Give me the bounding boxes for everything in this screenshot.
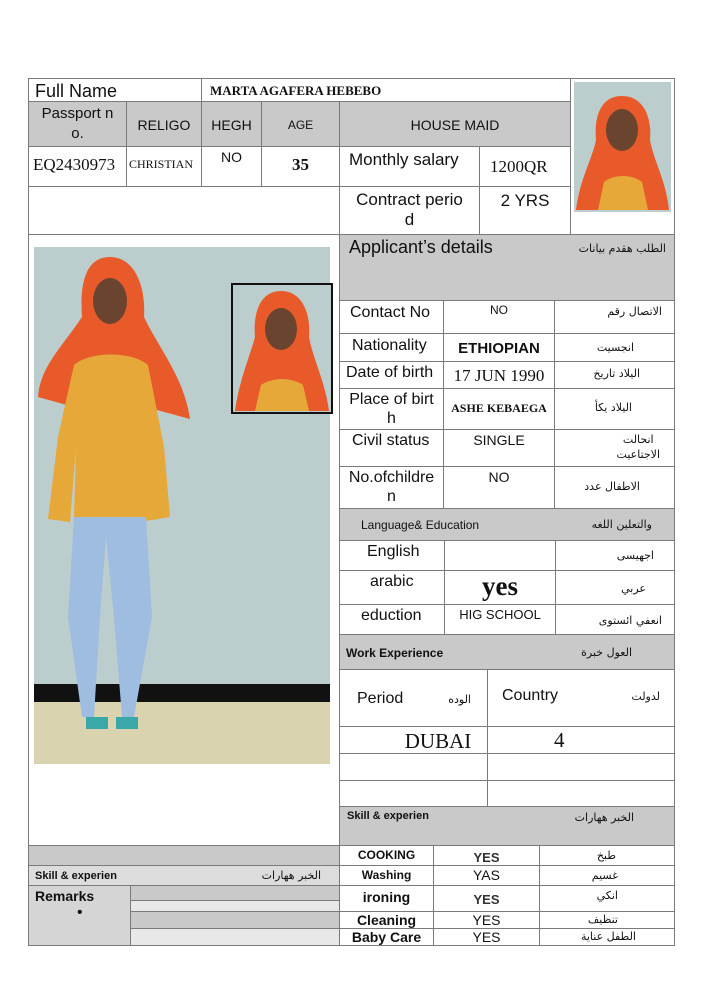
full-name-label-cell — [28, 78, 202, 102]
height-value: NO — [221, 149, 242, 165]
skill-label: ironing — [362, 889, 411, 905]
contact-label-cell — [339, 300, 444, 334]
work-title: Work Experience — [346, 646, 444, 660]
work-entry-years-cell — [487, 726, 675, 754]
contract-value: 2 YRS — [500, 191, 550, 210]
remarks-line — [130, 911, 340, 929]
skill-ar: الطفل عناية — [580, 930, 636, 943]
skill-label: Cleaning — [356, 912, 417, 928]
children-label-cell — [339, 466, 444, 509]
english-label-cell — [339, 540, 445, 571]
work-country-label: Country — [502, 687, 559, 704]
contact-value-cell — [443, 300, 555, 334]
remarks-line — [130, 885, 340, 901]
skill-ar: غسيم — [591, 869, 618, 882]
applicant-title: Applicant’s details — [349, 237, 493, 257]
arabic-ar: عربي — [621, 582, 646, 595]
education-ar-cell — [555, 604, 675, 635]
pob-value: ASHE KEBAEGA — [451, 401, 547, 415]
pob-value-cell — [443, 388, 555, 430]
work-section-header — [339, 634, 675, 670]
skill-row-value-cell — [433, 911, 540, 929]
arabic-value-cell — [444, 570, 556, 605]
work-empty-cell — [339, 753, 488, 781]
work-period-header-cell — [339, 669, 488, 727]
skill-row-value-cell — [433, 865, 540, 886]
full-name-label: Full Name — [35, 81, 118, 101]
header-portrait-photo — [574, 82, 671, 212]
english-label: English — [367, 543, 420, 560]
height-label-cell — [201, 101, 262, 147]
education-value-cell — [444, 604, 556, 635]
position-value: HOUSE MAID — [410, 117, 500, 133]
salary-value: 1200QR — [490, 157, 548, 176]
education-value: HIG SCHOOL — [459, 607, 541, 622]
english-ar: اجهيسى — [616, 549, 654, 562]
children-ar: الاطفال عدد — [584, 480, 640, 493]
skill-row-label-cell — [339, 911, 434, 929]
remarks-line — [130, 928, 340, 946]
skill-ar: انكي — [596, 889, 618, 902]
left-photo-area — [28, 234, 340, 846]
skill-row-ar-cell — [539, 928, 675, 946]
children-ar-cell — [554, 466, 675, 509]
contact-label: Contact No — [350, 304, 431, 321]
civil-value: SINGLE — [473, 432, 525, 448]
skill-row-label-cell — [339, 885, 434, 912]
blank-cell — [28, 186, 340, 235]
skill-row-label-cell — [339, 865, 434, 886]
dob-label-cell — [339, 361, 444, 389]
skill-row-value-cell — [433, 928, 540, 946]
applicant-section-header — [339, 234, 675, 301]
work-title-ar: العول خبرة — [581, 646, 632, 659]
dob-ar-cell — [554, 361, 675, 389]
work-entry-years: 4 — [554, 728, 565, 752]
work-empty-cell — [339, 780, 488, 807]
religion-label-cell — [126, 101, 202, 147]
pob-ar: اليلاد يكأ — [594, 401, 632, 414]
arabic-label-cell — [339, 570, 445, 605]
work-entry-country-cell — [339, 726, 488, 754]
remarks-label: Remarks — [35, 888, 95, 904]
english-ar-cell — [555, 540, 675, 571]
header-photo-frame — [570, 78, 675, 235]
work-country-header-cell — [487, 669, 675, 727]
education-ar: انعفي ائستوى — [598, 614, 662, 627]
skill-label: COOKING — [357, 848, 416, 862]
skill-row-ar-cell — [539, 911, 675, 929]
nationality-value-cell — [443, 333, 555, 362]
height-value-cell — [201, 146, 262, 187]
age-value-cell — [261, 146, 340, 187]
left-skills-title-ar: الخبر هھارات — [261, 869, 321, 882]
skill-row-label-cell — [339, 845, 434, 866]
dob-value: 17 JUN 1990 — [453, 366, 545, 385]
contact-ar: الاتصال رقم — [607, 305, 662, 318]
skill-ar: طبخ — [596, 849, 616, 862]
height-label: HEGH — [211, 117, 252, 133]
skill-value: YES — [473, 892, 500, 907]
education-label: eduction — [361, 607, 422, 624]
remarks-cell — [28, 885, 131, 946]
children-label: No.ofchildre n — [348, 469, 435, 505]
language-section-header — [339, 508, 675, 541]
children-value: NO — [488, 469, 510, 485]
nationality-ar: انجسيت — [596, 341, 634, 354]
work-empty-cell — [487, 780, 675, 807]
age-value: 35 — [292, 155, 309, 174]
work-period-ar: الوده — [448, 693, 471, 706]
dob-value-cell — [443, 361, 555, 389]
civil-value-cell — [443, 429, 555, 467]
contract-label-cell — [339, 186, 480, 235]
religion-value-cell — [126, 146, 202, 187]
passport-value: EQ2430973 — [33, 155, 116, 174]
skill-ar: تنظيف — [587, 913, 618, 926]
salary-label-cell — [339, 146, 480, 187]
skill-row-ar-cell — [539, 865, 675, 886]
age-label-cell — [261, 101, 340, 147]
pob-label: Place of birt h — [349, 391, 434, 427]
full-name-value: MARTA AGAFERA HEBEBO — [210, 83, 382, 98]
work-period-label: Period — [357, 690, 404, 707]
position-cell — [339, 101, 571, 147]
skill-label: Washing — [361, 868, 412, 882]
skill-row-value-cell — [433, 845, 540, 866]
civil-label-cell — [339, 429, 444, 467]
passport-label-cell — [28, 101, 127, 147]
age-label: AGE — [287, 118, 314, 132]
skills-section-header — [339, 806, 675, 846]
skill-row-ar-cell — [539, 885, 675, 912]
skill-value: YES — [472, 929, 501, 945]
skill-label: Baby Care — [351, 929, 422, 945]
left-skills-header — [28, 865, 340, 886]
nationality-value: ETHIOPIAN — [458, 340, 540, 357]
arabic-value: yes — [482, 571, 518, 601]
remarks-bullet: • — [77, 904, 83, 921]
skill-row-ar-cell — [539, 845, 675, 866]
contract-value-cell — [479, 186, 571, 235]
skills-title-ar: الخبر هھارات — [574, 811, 634, 824]
skill-row-label-cell — [339, 928, 434, 946]
arabic-ar-cell — [555, 570, 675, 605]
religion-label: RELIGO — [137, 117, 191, 133]
passport-value-cell — [28, 146, 127, 187]
children-value-cell — [443, 466, 555, 509]
work-entry-country: DUBAI — [404, 729, 472, 753]
dob-label: Date of birth — [346, 364, 434, 381]
nationality-ar-cell — [554, 333, 675, 362]
english-value-cell — [444, 540, 556, 571]
pob-label-cell — [339, 388, 444, 430]
skill-value: YES — [472, 912, 501, 928]
left-skills-title: Skill & experien — [35, 870, 117, 882]
skills-title: Skill & experien — [347, 810, 429, 822]
civil-ar-cell — [554, 429, 675, 467]
dob-ar: اليلاد تاريخ — [593, 367, 640, 380]
contact-ar-cell — [554, 300, 675, 334]
work-empty-cell — [487, 753, 675, 781]
applicant-title-ar: الطلب هقدم بيانات — [578, 242, 666, 255]
work-country-ar: لدولت — [631, 690, 660, 703]
nationality-label-cell — [339, 333, 444, 362]
contract-label: Contract perio d — [356, 190, 463, 229]
left-skills-spacer — [28, 845, 340, 866]
nationality-label: Nationality — [352, 337, 427, 354]
inset-portrait-photo — [231, 283, 333, 414]
skill-row-value-cell — [433, 885, 540, 912]
language-title: Language& Education — [361, 518, 480, 532]
skill-value: YAS — [473, 867, 500, 883]
salary-value-cell — [479, 146, 571, 187]
civil-label: Civil status — [352, 432, 430, 449]
religion-value: CHRISTIAN — [129, 157, 194, 171]
contact-value: NO — [490, 303, 508, 317]
language-title-ar: والتعلين اللغه — [591, 518, 652, 531]
civil-ar: انحالت الاجتاعيت — [616, 433, 660, 461]
skill-value: YES — [473, 850, 500, 865]
full-name-value-cell — [201, 78, 571, 102]
salary-label: Monthly salary — [349, 150, 459, 169]
arabic-label: arabic — [370, 573, 414, 590]
education-label-cell — [339, 604, 445, 635]
passport-label: Passport n o. — [41, 105, 114, 142]
pob-ar-cell — [554, 388, 675, 430]
